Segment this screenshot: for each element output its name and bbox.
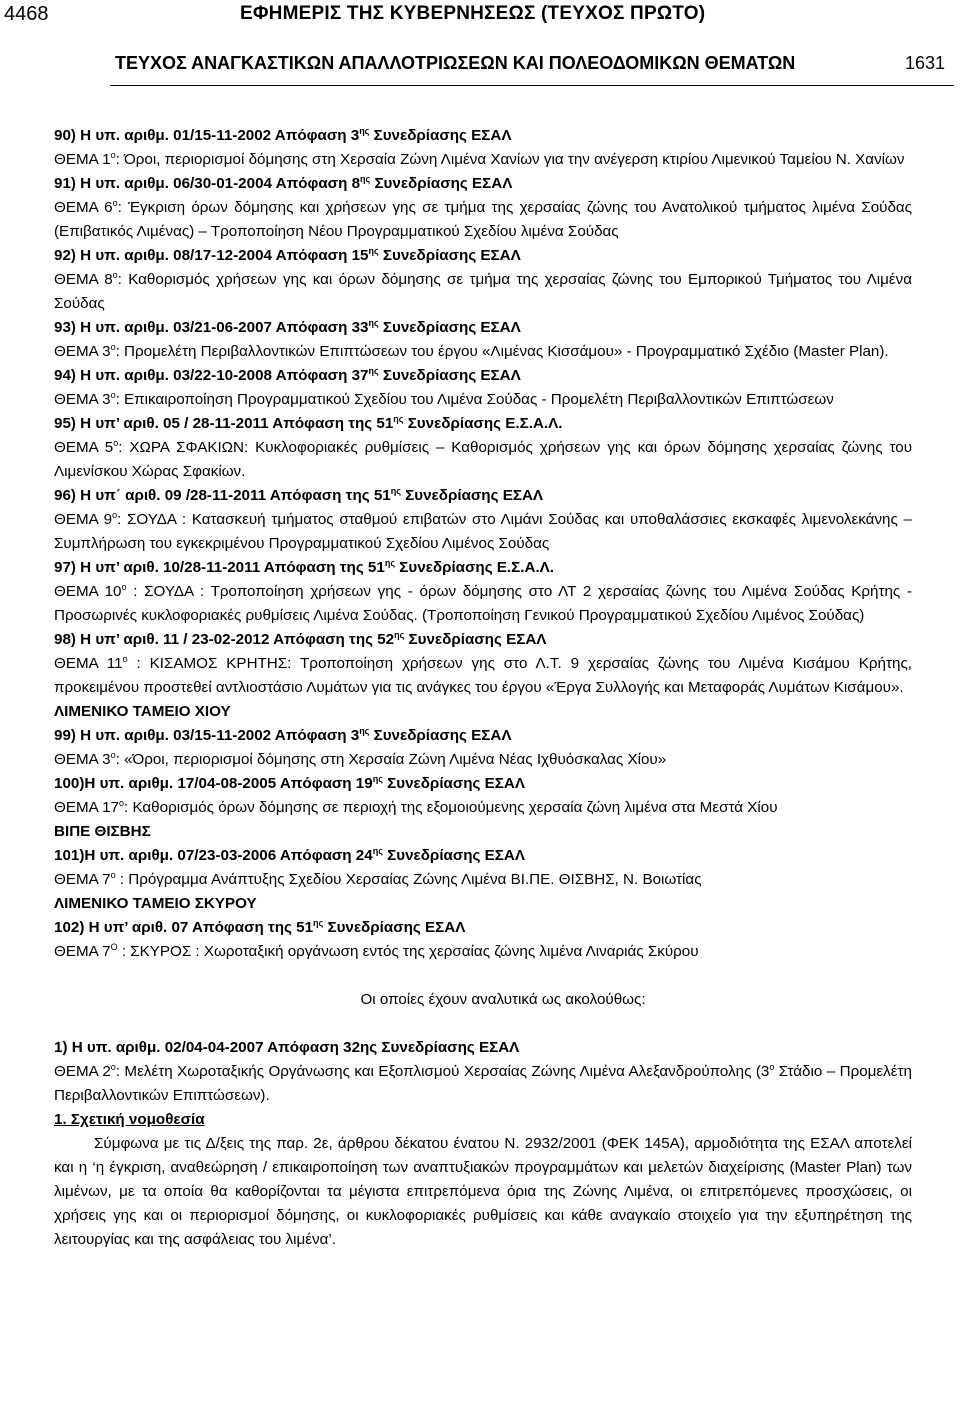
theme-label: ΘΕΜΑ 3 [54,343,111,360]
decision-heading-text: 90) Η υπ. αριθμ. 01/15-11-2002 Απόφαση 3 [54,127,360,144]
session-ordinal: ης [390,486,401,496]
decision-theme [54,196,912,244]
decision-theme [54,268,912,316]
theme-label: ΘΕΜΑ 3 [54,391,111,408]
detail-theme-text-2: Στάδιο – Προμελέτη Περιβαλλοντικών Επιπτώσεων). [54,1063,912,1104]
theme-label: ΘΕΜΑ 1 [54,151,111,168]
theme-ordinal: ο [110,342,116,352]
detail-theme-text: : Μελέτη Χωροταξικής Οργάνωσης και Εξοπλισμού Χερσαίας Ζώνης Λιμένα Αλεξανδρούπολης (3 [115,1063,770,1080]
detail-section [54,1036,912,1252]
theme-label: ΘΕΜΑ 17 [54,799,119,816]
detail-heading: 1) Η υπ. αριθμ. 02/04-04-2007 Απόφαση 32ης Συνεδρίασης ΕΣΑΛ [54,1039,520,1056]
decision-heading [54,484,912,508]
decision-heading-end: Συνεδρίασης ΕΣΑΛ [369,127,512,144]
theme-text: : Επικαιροποίηση Προγραμματικού Σχεδίου του Λιμένα Σούδας - Προμελέτη Περιβαλλοντικών Επιπτώσεων [115,391,834,408]
theme-text: : ΣΚΥΡΟΣ : Χωροταξική οργάνωση εντός της χερσαίας ζώνης λιμένα Λιναριάς Σκύρου [117,943,699,960]
decision-theme [54,340,912,364]
decision-heading-text: 99) Η υπ. αριθμ. 03/15-11-2002 Απόφαση 3 [54,727,360,744]
theme-label: ΘΕΜΑ 7 [54,943,111,960]
session-ordinal: ης [368,318,379,328]
theme-text: : ΧΩΡΑ ΣΦΑΚΙΩΝ: Κυκλοφοριακές ρυθμίσεις – Καθορισμός χρήσεων γης και όρων δόμησης χερσαίας ζώνης του Λιμενίσκου Χώρας Σφακίων. [54,439,912,480]
decision-heading-end: Συνεδρίασης ΕΣΑΛ [404,631,547,648]
theme-text: : ΚΙΣΑΜΟΣ ΚΡΗΤΗΣ: Τροποποίηση χρήσεων γης στο Λ.Τ. 9 χερσαίας ζώνης του Λιμένα Κισάμου Κρήτης, προκειμένου προστεθεί αντλιοστάσιο Λυμάτων για τις ανάγκες του έργου «Έργα Συλλογής και Μεταφοράς Λυμάτων Κισάμου». [54,655,912,696]
decision-list [54,124,912,964]
detail-theme-label: ΘΕΜΑ 2 [54,1063,111,1080]
theme-ordinal: ο [121,582,127,592]
theme-ordinal: ο [122,654,128,664]
spacer [54,1012,912,1036]
detail-theme [54,1060,912,1108]
decision-heading [54,124,912,148]
decision-heading-end: Συνεδρίασης ΕΣΑΛ [382,775,526,792]
session-ordinal: ης [359,126,370,136]
theme-label: ΘΕΜΑ 6 [54,199,113,216]
theme-ordinal: ο [119,798,125,808]
decision-heading-text: 97) Η υπ’ αριθ. 10/28-11-2011 Απόφαση της 51 [54,559,385,576]
theme-label: ΘΕΜΑ 3 [54,751,111,768]
decision-theme [54,508,912,556]
theme-label: ΘΕΜΑ 5 [54,439,114,456]
theme-text: : Προμελέτη Περιβαλλοντικών Επιπτώσεων του έργου «Λιμένας Κισσάμου» - Προγραμματικό Σχέδιο (Master Plan). [115,343,889,360]
decision-theme [54,388,912,412]
decision-theme [54,748,912,772]
decision-heading-text: 94) Η υπ. αριθμ. 03/22-10-2008 Απόφαση 37 [54,367,369,384]
session-ordinal: ης [394,630,405,640]
theme-label: ΘΕΜΑ 10 [54,583,122,600]
session-ordinal: ης [359,726,370,736]
session-ordinal: ης [384,558,396,568]
decision-heading [54,916,912,940]
theme-ordinal: ο [110,390,116,400]
theme-text: : Όροι, περιορισμοί δόμησης στη Χερσαία Ζώνη Λιμένα Χανίων για την ανέγερση κτιρίου Λιμενικού Ταμείου Ν. Χανίων [115,151,905,168]
decision-heading-text: 98) Η υπ’ αριθ. 11 / 23-02-2012 Απόφαση της 52 [54,631,395,648]
decision-heading-text: 100)Η υπ. αριθμ. 17/04-08-2005 Απόφαση 19 [54,775,373,792]
theme-ordinal: ο [110,150,116,160]
decision-heading-text: 92) Η υπ. αριθμ. 08/17-12-2004 Απόφαση 15 [54,247,369,264]
session-ordinal: ης [368,246,379,256]
theme-text: : Πρόγραμμα Ανάπτυξης Σχεδίου Χερσαίας Ζώνης Λιμένα ΒΙ.ΠΕ. ΘΙΣΒΗΣ, Ν. Βοιωτίας [115,871,702,888]
theme-ordinal: ο [112,198,118,208]
decision-heading [54,844,912,868]
decision-heading-text: 96) Η υπ΄ αριθ. 09 /28-11-2011 Απόφαση της 51 [54,487,391,504]
decision-heading-text: 91) Η υπ. αριθμ. 06/30-01-2004 Απόφαση 8 [54,175,361,192]
decision-heading [54,244,912,268]
gazette-header [0,0,960,30]
detail-theme-ordinal-2: ο [769,1062,775,1072]
decision-heading-end: Συνεδρίασης ΕΣΑΛ [323,919,466,936]
session-ordinal: ης [372,846,383,856]
decision-theme [54,652,912,700]
decision-heading [54,724,912,748]
theme-ordinal: Ο [110,942,118,952]
decision-heading-end: Συνεδρίασης ΕΣΑΛ [370,175,513,192]
decision-heading [54,412,912,436]
decision-heading-end: Συνεδρίασης ΕΣΑΛ [400,487,544,504]
decision-heading [54,628,912,652]
decision-heading-text: 95) Η υπ’ αριθ. 05 / 28-11-2011 Απόφαση της 51 [54,415,394,432]
theme-ordinal: ο [112,510,118,520]
decision-theme [54,148,912,172]
theme-ordinal: ο [112,270,118,280]
decision-heading [54,556,912,580]
legislation-subheading: 1. Σχετική νομοθεσία [54,1111,205,1128]
theme-text: : ΣΟΥΔΑ : Κατασκευή τμήματος σταθμού επιβατών στο Λιμάνι Σούδας και υποθαλάσσιες εκσκαφές λιμενολεκάνης – Συμπλήρωση του εγκεκριμένου Προγραμματικού Σχεδίου Λιμένος Σούδας [54,511,912,552]
decision-theme [54,796,912,820]
issue-title: ΤΕΥΧΟΣ ΑΝΑΓΚΑΣΤΙΚΩΝ ΑΠΑΛΛΟΤΡΙΩΣΕΩΝ ΚΑΙ ΠΟΛΕΟΔΟΜΙΚΩΝ ΘΕΜΑΤΩΝ [115,53,796,73]
decision-heading [54,172,912,196]
decision-heading-end: Συνεδρίασης Ε.Σ.Α.Λ. [395,559,555,576]
session-ordinal: ης [372,774,383,784]
theme-label: ΘΕΜΑ 8 [54,271,113,288]
page-number: 4468 [4,3,49,25]
decision-heading-text: 93) Η υπ. αριθμ. 03/21-06-2007 Απόφαση 33 [54,319,369,336]
gazette-title: ΕΦΗΜΕΡΙΣ ΤΗΣ ΚΥΒΕΡΝΗΣΕΩΣ (ΤΕΥΧΟΣ ΠΡΩΤΟ) [240,3,706,24]
legislation-paragraph: Σύμφωνα με τις Δ/ξεις της παρ. 2ε, άρθρου δέκατου ένατου Ν. 2932/2001 (ΦΕΚ 145Α), αρμοδιότητα της ΕΣΑΛ αποτελεί και η ‘η έγκριση, αναθεώρηση / επικαιροποίηση των αναπτυξιακών προγραμμάτων και μελετών διαχείρισης (Master Plan) των λιμένων, με τα οποία θα καθορίζονται τα μέγιστα επιτρεπόμενα όρια της Ζώνης Λιμένα, οι επιτρεπόμενες προσχώσεις, οι χρήσεις γης και οι περιορισμοί δόμησης, οι κυκλοφοριακές ρυθμίσεις και κάθε αναγκαίο στοιχείο για την εξυπηρέτηση της λειτουργίας και της ασφάλειας του λιμένα’. [54,1135,912,1248]
theme-text: : ΣΟΥΔΑ : Τροποποίηση χρήσεων γης - όρων δόμησης στο ΛΤ 2 χερσαίας ζώνης του Λιμένα Σούδας Κρήτης - Προσωρινές κυκλοφοριακές ρυθμίσεις Λιμένα Σούδας. (Τροποποίηση Γενικού Προγραμματικού Σχεδίου Λιμένος Σούδας) [54,583,912,624]
issue-page-number: 1631 [905,53,946,73]
intro-line: Οι οποίες έχουν αναλυτικά ως ακολούθως: [360,991,646,1008]
theme-text: : Καθορισμός χρήσεων γης και όρων δόμησης σε τμήμα της χερσαίας ζώνης του Εμπορικού Τμήματος του Λιμένα Σούδας [54,271,912,312]
decision-heading-end: Συνεδρίασης Ε.Σ.Α.Λ. [403,415,563,432]
session-ordinal: ης [360,174,371,184]
decision-heading-end: Συνεδρίασης ΕΣΑΛ [378,319,521,336]
theme-text: : «Όροι, περιορισμοί δόμησης στη Χερσαία Ζώνη Λιμένα Νέας Ιχθυόσκαλας Χίου» [115,751,667,768]
decision-heading-end: Συνεδρίασης ΕΣΑΛ [382,847,526,864]
theme-ordinal: ο [110,750,116,760]
header-rule [110,85,954,86]
issue-header [0,53,960,79]
decision-heading [54,772,912,796]
decision-heading-text: 102) Η υπ’ αριθ. 07 Απόφαση της 51 [54,919,314,936]
session-ordinal: ης [368,366,379,376]
decision-theme [54,436,912,484]
theme-label: ΘΕΜΑ 7 [54,871,111,888]
decision-theme [54,580,912,628]
section-heading: ΛΙΜΕΝΙΚΟ ΤΑΜΕΙΟ ΣΚΥΡΟΥ [54,895,257,912]
section-heading: ΛΙΜΕΝΙΚΟ ΤΑΜΕΙΟ ΧΙΟΥ [54,703,231,720]
decision-theme [54,868,912,892]
theme-label: ΘΕΜΑ 9 [54,511,113,528]
spacer [54,964,912,988]
theme-text: : Έγκριση όρων δόμησης και χρήσεων γης σε τμήμα της χερσαίας ζώνης του Ανατολικού τμήματος λιμένα Σούδας (Επιβατικός Λιμένας) – Τροποποίηση Νέου Προγραμματικού Σχεδίου λιμένα Σούδας [54,199,913,240]
decision-heading-end: Συνεδρίασης ΕΣΑΛ [378,247,521,264]
decision-heading-text: 101)Η υπ. αριθμ. 07/23-03-2006 Απόφαση 24 [54,847,373,864]
decision-heading [54,364,912,388]
decision-heading-end: Συνεδρίασης ΕΣΑΛ [378,367,521,384]
theme-ordinal: ο [110,870,116,880]
theme-ordinal: ο [113,438,119,448]
decision-theme [54,940,912,964]
decision-heading-end: Συνεδρίασης ΕΣΑΛ [369,727,512,744]
detail-theme-ordinal: ο [110,1062,116,1072]
theme-text: : Καθορισμός όρων δόμησης σε περιοχή της εξομοιούμενης χερσαία ζώνη λιμένα στα Μεστά Χίου [124,799,778,816]
session-ordinal: ης [393,414,404,424]
decision-heading [54,316,912,340]
section-heading: ΒΙΠΕ ΘΙΣΒΗΣ [54,823,151,840]
theme-label: ΘΕΜΑ 11 [54,655,123,672]
session-ordinal: ης [313,918,324,928]
document-body [54,124,912,1252]
